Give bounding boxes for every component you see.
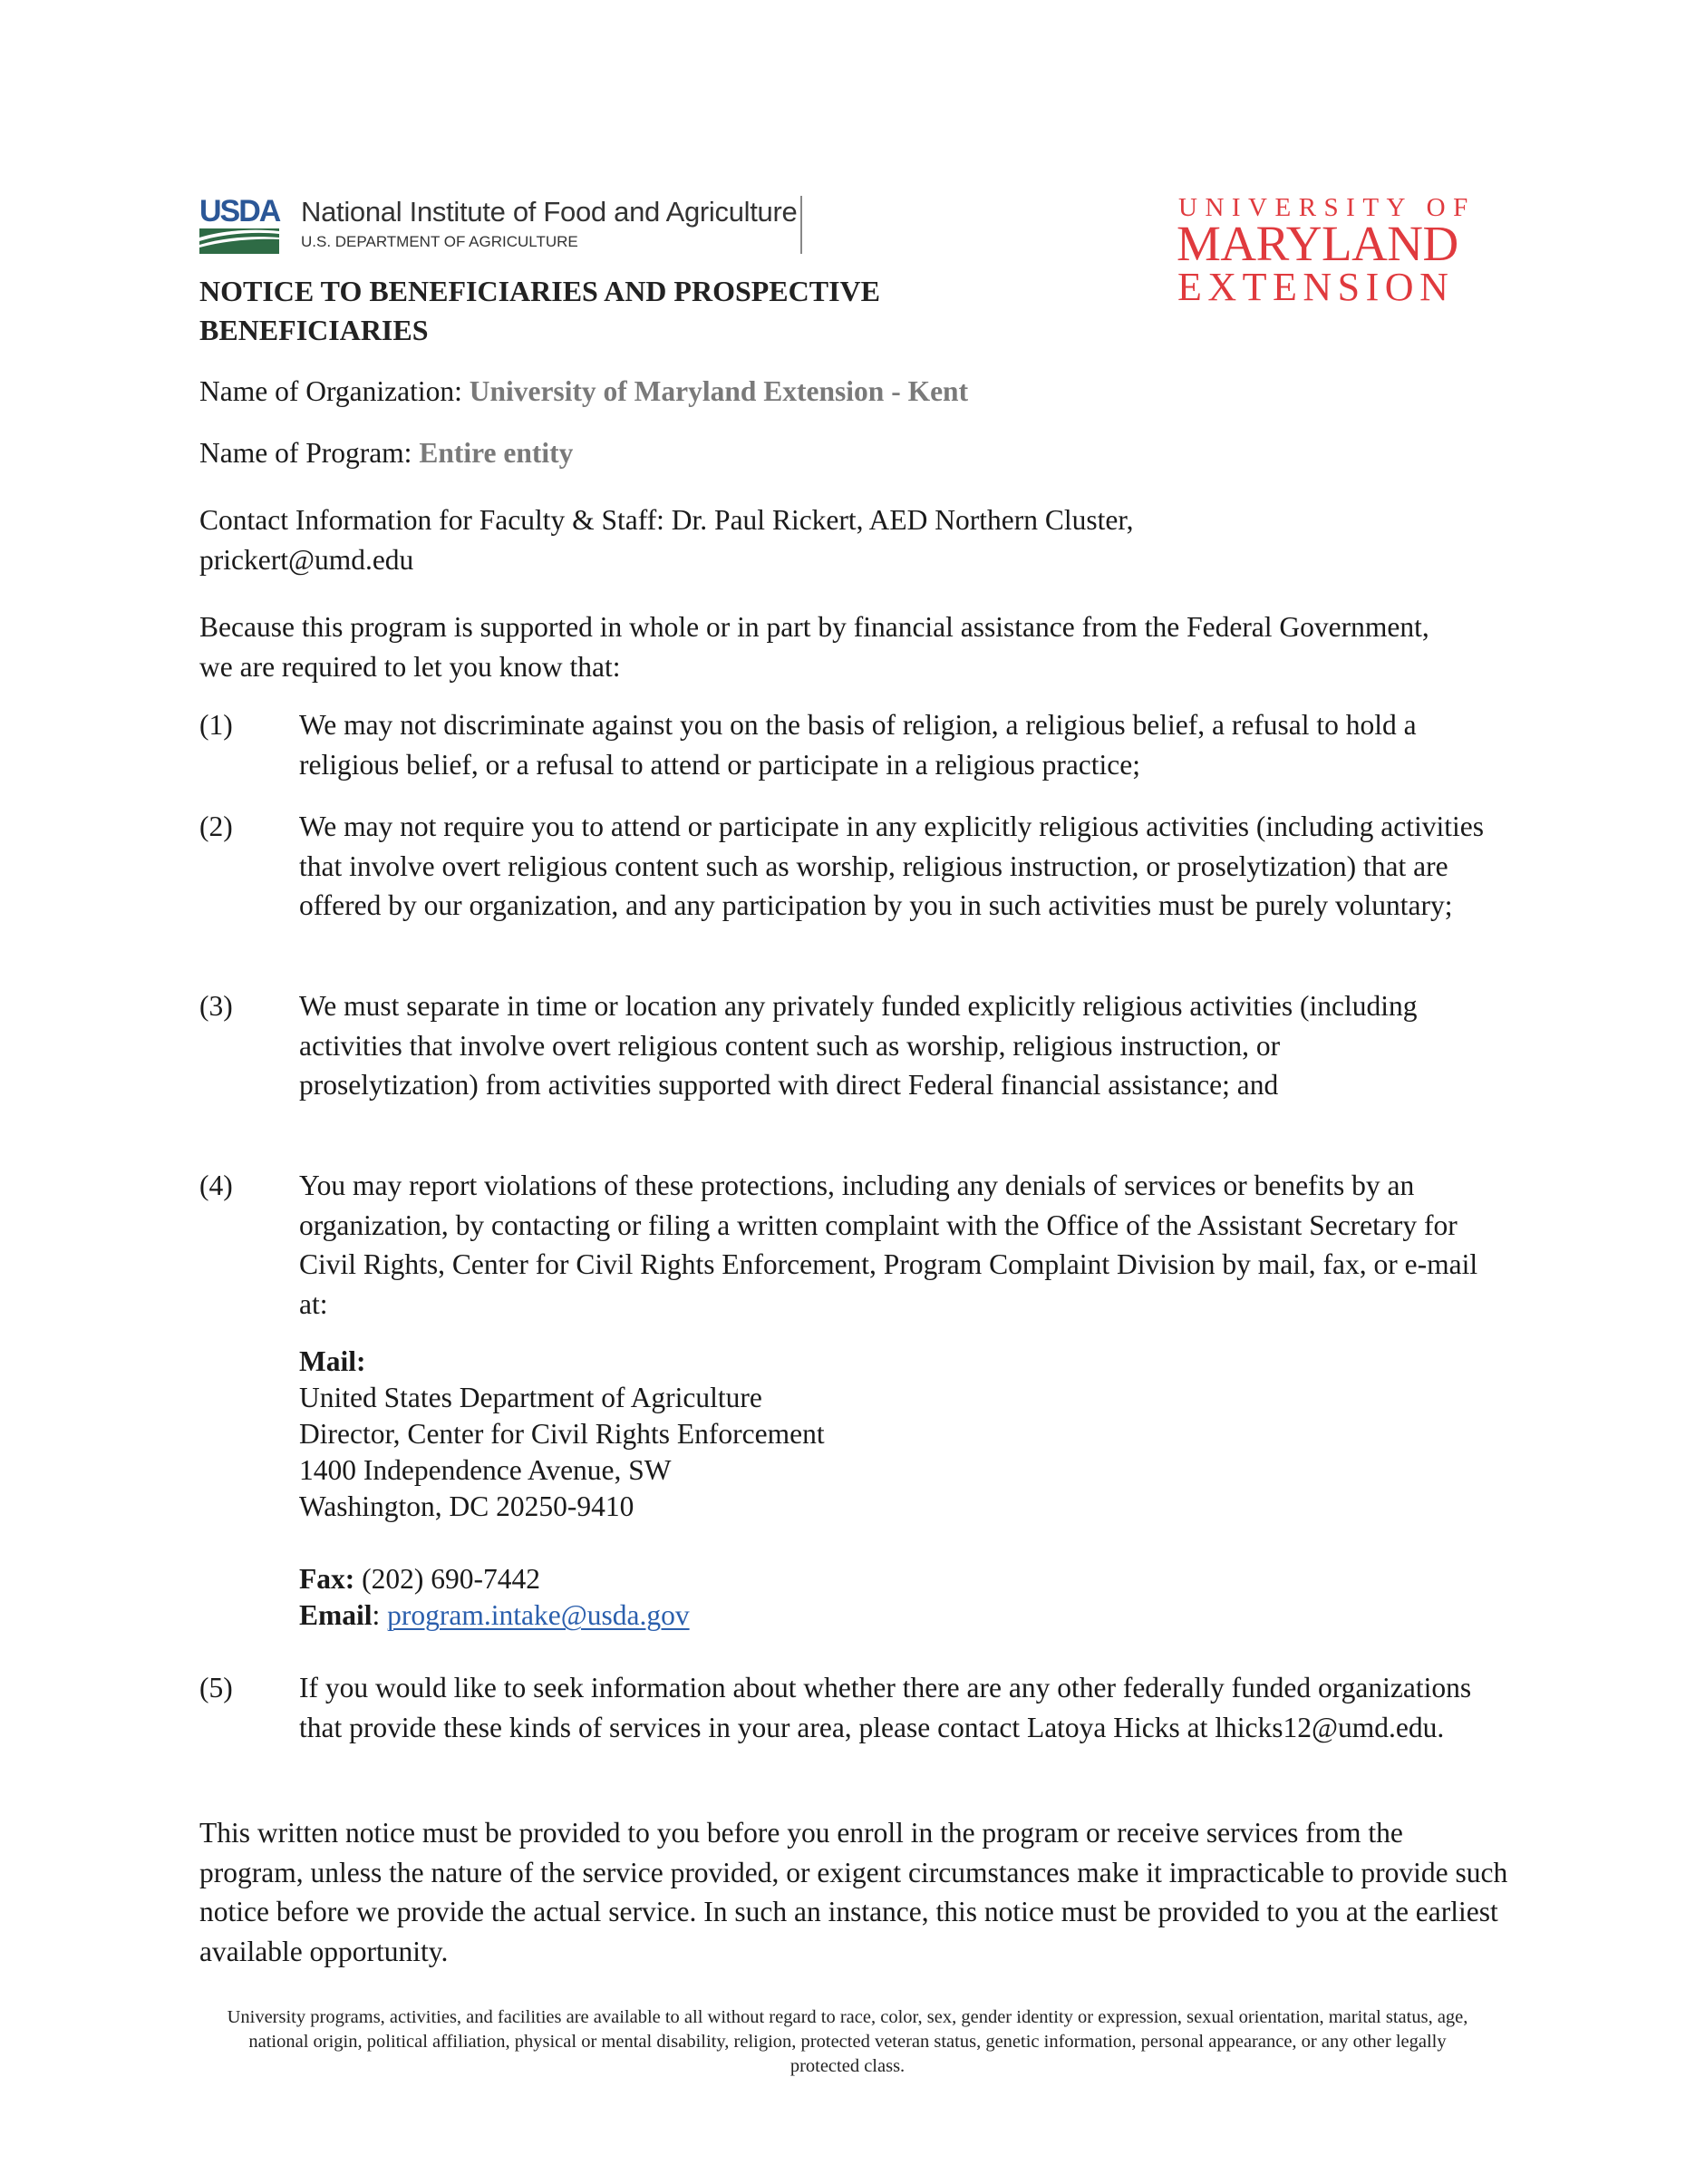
list-text: We must separate in time or location any privately funded explicitly religious activities (including activities that involve overt religious content such as worship, religious instruction, or proselytization) from activities supported with direct Federal financial assistance; and [299, 990, 1418, 1101]
fax-label: Fax: [299, 1563, 355, 1595]
program-line [199, 433, 1505, 473]
list-item-1 [199, 705, 1487, 784]
list-text: We may not require you to attend or participate in any explicitly religious activities (including activities that involve overt religious content such as worship, religious instruction, or proselytization) that are offered by our organization, and any participation by you in such activities must be purely voluntary; [299, 811, 1484, 921]
nifa-text-block [301, 196, 802, 254]
fax-line [299, 1561, 1115, 1597]
mail-line-4: Washington, DC 20250-9410 [299, 1490, 634, 1522]
list-number: (3) [199, 990, 233, 1022]
umd-extension-logo [1178, 194, 1496, 308]
list-item-5 [199, 1668, 1505, 1747]
umd-logo-line3: EXTENSION [1177, 265, 1455, 309]
fax-value: (202) 690-7442 [354, 1563, 540, 1595]
usda-nifa-logo [199, 196, 802, 254]
spacer [299, 1525, 1115, 1561]
usda-wordmark: USDA [199, 194, 280, 228]
list-item-4 [199, 1166, 1487, 1324]
list-number: (1) [199, 709, 233, 741]
umd-logo-line1: UNIVERSITY OF [1178, 193, 1476, 222]
program-label: Name of Program: [199, 437, 420, 469]
intro-paragraph: Because this program is supported in whole or in part by financial assistance from the Federal Government, we are required to let you know that: [199, 611, 1429, 683]
organization-label: Name of Organization: [199, 375, 470, 407]
nifa-title: National Institute of Food and Agriculture [301, 196, 798, 228]
email-line [299, 1597, 1115, 1634]
email-label: Email [299, 1599, 373, 1631]
mail-line-3: 1400 Independence Avenue, SW [299, 1454, 672, 1486]
program-value: Entire entity [419, 437, 574, 469]
nondiscrimination-footer: University programs, activities, and facilities are available to all without regard to race, color, sex, gender identity or expression, sexual orientation, marital status, age, national origin, political affiliation, physical or mental disability, religion, protected veteran status, genetic information, personal appearance, or any other legally protected class. [227, 2007, 1468, 2076]
list-number: (5) [199, 1672, 233, 1704]
email-separator: : [372, 1599, 388, 1631]
list-item-2 [199, 807, 1487, 926]
mail-line-2: Director, Center for Civil Rights Enforcement [299, 1418, 825, 1450]
usda-logo-mark [199, 196, 281, 254]
contact-address-block [299, 1344, 1115, 1634]
organization-value: University of Maryland Extension - Kent [469, 375, 969, 407]
closing-paragraph: This written notice must be provided to you before you enroll in the program or receive services from the program, unless the nature of the service provided, or exigent circumstances make it impracticable to provide such notice before we provide the actual service. In such an instance, this notice must be provided to you at the earliest available opportunity. [199, 1817, 1508, 1967]
document-title: NOTICE TO BENEFICIARIES AND PROSPECTIVE BENEFICIARIES [199, 275, 880, 346]
list-text: We may not discriminate against you on the basis of religion, a religious belief, a refusal to hold a religious belief, or a refusal to attend or participate in a religious practice; [299, 709, 1417, 781]
organization-line [199, 372, 1505, 412]
list-text: If you would like to seek information about whether there are any other federally funded organizations that provide these kinds of services in your area, please contact Latoya Hicks at lhicks12@umd.edu. [299, 1672, 1472, 1743]
list-text: You may report violations of these protections, including any denials of services or benefits by an organization, by contacting or filing a written complaint with the Office of the Assistant Secretary for Civil Rights, Center for Civil Rights Enforcement, Program Complaint Division by mail, fax, or e-mail at: [299, 1170, 1478, 1320]
email-link[interactable]: program.intake@usda.gov [387, 1599, 690, 1631]
umd-logo-line2: MARYLAND [1177, 216, 1458, 271]
contact-info: Contact Information for Faculty & Staff: Dr. Paul Rickert, AED Northern Cluster, prickert@umd.edu [199, 504, 1134, 576]
list-item-3 [199, 986, 1450, 1105]
list-number: (4) [199, 1170, 233, 1201]
mail-line-1: United States Department of Agriculture [299, 1382, 762, 1413]
usda-subtitle: U.S. DEPARTMENT OF AGRICULTURE [301, 233, 578, 250]
list-number: (2) [199, 811, 233, 842]
usda-field-icon [199, 228, 279, 254]
mail-label: Mail: [299, 1345, 366, 1377]
